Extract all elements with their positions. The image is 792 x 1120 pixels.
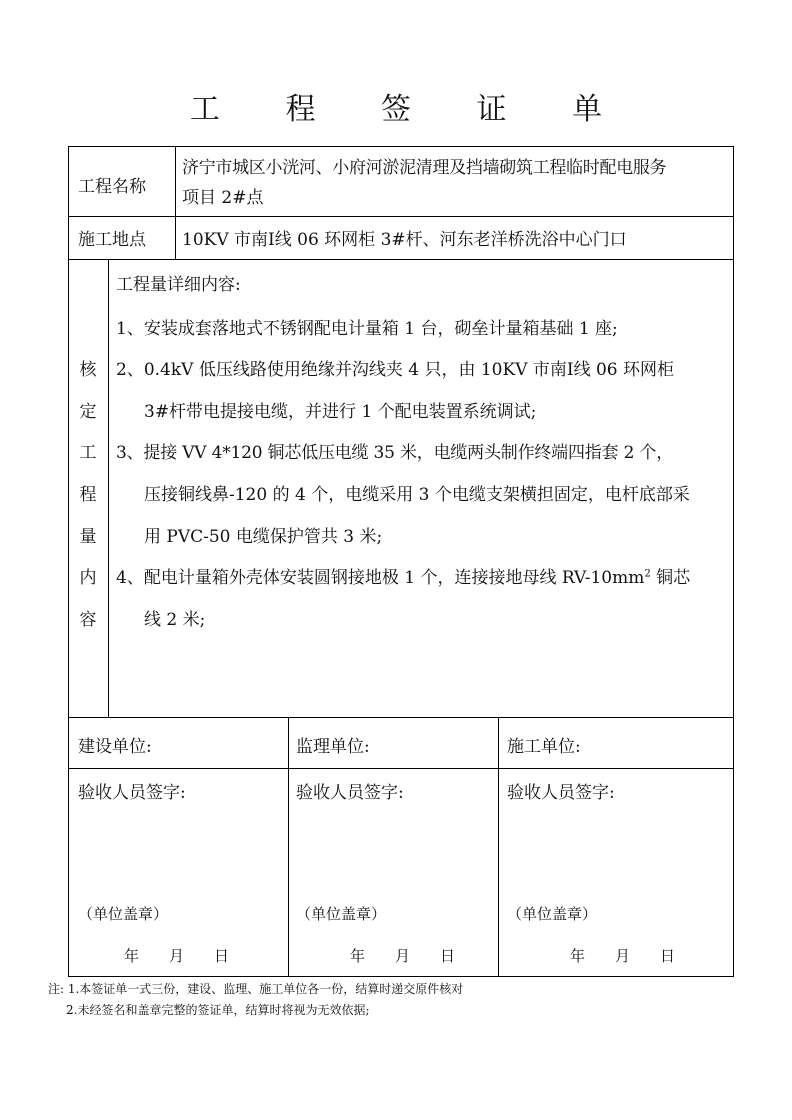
side-label-char: 工 (79, 443, 97, 463)
col-divider (498, 717, 499, 977)
unit-stamp-label: （单位盖章） (296, 905, 387, 923)
content-line: 2、0.4kV 低压线路使用绝缘并沟线夹 4 只，由 10KV 市南Ⅰ线 06 环网柜 (116, 360, 675, 380)
document-title: 工 程 签 证 单 (189, 92, 631, 127)
project-name-value-line2: 项目 2#点 (182, 188, 264, 208)
col-divider (175, 146, 176, 259)
acceptance-signature-label: 验收人员签字: (507, 783, 615, 803)
project-name-value-line1: 济宁市城区小洸河、小府河淤泥清理及挡墙砌筑工程临时配电服务 (182, 158, 667, 178)
side-label-char: 核 (79, 360, 97, 380)
col-divider (288, 717, 289, 977)
side-label-char: 容 (79, 610, 97, 630)
footnote-2: 2.未经签名和盖章完整的签证单，结算时将视为无效依据; (66, 1003, 370, 1017)
content-line-tail: 铜芯 (650, 568, 691, 588)
side-label-char: 程 (79, 485, 97, 505)
unit-name-supervisor: 监理单位: (296, 737, 370, 757)
content-line: 压接铜线鼻-120 的 4 个，电缆采用 3 个电缆支架横担固定，电杆底部采 (144, 485, 690, 505)
date-line: 年 月 日 (350, 947, 456, 965)
side-label-char: 内 (79, 568, 97, 588)
content-line: 3、提接 VV 4*120 铜芯低压电缆 35 米，电缆两头制作终端四指套 2 个， (116, 443, 674, 463)
content-line: 用 PVC-50 电缆保护管共 3 米; (144, 527, 383, 547)
unit-name-construction-owner: 建设单位: (78, 737, 152, 757)
acceptance-signature-label: 验收人员签字: (78, 783, 186, 803)
unit-stamp-label: （单位盖章） (78, 905, 169, 923)
row-divider (68, 216, 734, 217)
row-divider (68, 717, 734, 718)
side-label-char: 量 (79, 527, 97, 547)
superscript: 2 (644, 568, 651, 580)
content-line: 3#杆带电提接电缆，并进行 1 个配电装置系统调试; (144, 402, 537, 422)
side-label-char: 定 (79, 402, 97, 422)
acceptance-signature-label: 验收人员签字: (296, 783, 404, 803)
row-divider (68, 768, 734, 769)
unit-name-contractor: 施工单位: (507, 737, 581, 757)
site-label: 施工地点 (78, 230, 146, 250)
content-line: 1、安装成套落地式不锈钢配电计量箱 1 台，砌垒计量箱基础 1 座; (116, 319, 618, 339)
content-line: 线 2 米; (144, 610, 206, 630)
content-heading: 工程量详细内容: (116, 275, 241, 295)
unit-stamp-label: （单位盖章） (507, 905, 598, 923)
content-line (116, 563, 690, 588)
date-line: 年 月 日 (124, 947, 230, 965)
content-line-text: 4、配电计量箱外壳体安装圆钢接地极 1 个，连接接地母线 RV-10mm (116, 568, 645, 588)
row-divider (68, 259, 734, 260)
date-line: 年 月 日 (570, 947, 676, 965)
footnote-1: 注: 1.本签证单一式三份，建设、监理、施工单位各一份，结算时递交原件核对 (48, 982, 464, 996)
project-name-label: 工程名称 (78, 177, 146, 197)
col-divider (108, 259, 109, 717)
site-value: 10KV 市南Ⅰ线 06 环网柜 3#杆、河东老洋桥洗浴中心门口 (182, 230, 627, 250)
